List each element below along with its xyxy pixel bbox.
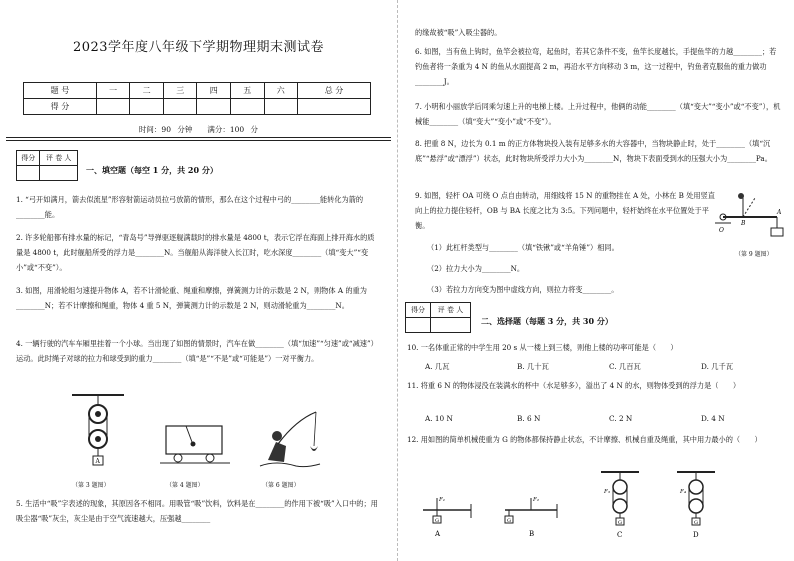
grader-name-label: 评 卷 人 bbox=[40, 151, 78, 166]
grader-score-label: 得分 bbox=[406, 303, 431, 318]
option-c[interactable]: C. 2 N bbox=[609, 414, 633, 423]
grader-box bbox=[16, 150, 78, 181]
figure-caption: （第 9 题图） bbox=[735, 251, 773, 258]
option-label: D bbox=[693, 531, 699, 539]
grader-cell bbox=[40, 166, 78, 181]
lever-label-b: B bbox=[741, 220, 746, 227]
option-b[interactable]: B. 6 N bbox=[517, 414, 541, 423]
question-5: 5. 生活中“吸”字表述的现象，其原因各不相同。用吸管“吸”饮料，饮料是在________的作用下被“吸”入口中的；用吸尘器“吸”灰尘，灰尘是由于空气流速越大，压强越________ bbox=[16, 499, 378, 523]
option-label: C bbox=[617, 531, 623, 539]
question-9-part-3: （3）若拉力方向变为图中虚线方向，则拉力将变________。 bbox=[427, 285, 619, 294]
score-cell bbox=[264, 99, 298, 115]
figure-caption: （第 4 题图） bbox=[166, 482, 204, 489]
score-header-cell: 二 bbox=[130, 83, 164, 99]
weight-label: G bbox=[435, 518, 439, 524]
force-label: F₁ bbox=[439, 497, 446, 503]
weight-label: G bbox=[618, 520, 622, 526]
question-7: 7. 小明和小丽放学后同乘匀速上升的电梯上楼。上升过程中，他俩的动能________（填“变大”“变小”或“不变”），机械能________（填“变大”“变小”或“不变”）。 bbox=[415, 102, 781, 126]
score-header-cell: 五 bbox=[230, 83, 264, 99]
question-5-continued: 的缘故被“吸”入吸尘器的。 bbox=[415, 28, 502, 37]
pulley-figure bbox=[68, 392, 128, 476]
question-12: 12. 用如图的简单机械使重为 G 的物体都保持静止状态，不计摩擦、机械自重及绳重，其中用力最小的（ ） bbox=[407, 435, 762, 444]
question-10: 10. 一名体重正常的中学生用 20 s 从一楼上到三楼，则他上楼的功率可能是（ ） bbox=[407, 343, 678, 352]
option-c[interactable]: C. 几百瓦 bbox=[609, 362, 641, 371]
question-1: 1. “弓开如满月，箭去似流星”形容射箭运动员拉弓放箭的情形，那么在这个过程中弓的________能转化为箭的________能。 bbox=[16, 195, 364, 219]
force-label: F₃ bbox=[604, 489, 611, 495]
grader-box bbox=[405, 302, 471, 333]
option-d[interactable]: D. 4 N bbox=[701, 414, 725, 423]
lever-option-b-figure bbox=[501, 482, 561, 538]
exam-meta: 时间：90 分钟 满分：100 分 bbox=[138, 125, 259, 134]
score-row-label: 得 分 bbox=[24, 99, 97, 115]
grader-cell bbox=[17, 166, 40, 181]
option-label: A bbox=[435, 530, 441, 538]
weight-label: G bbox=[694, 520, 698, 526]
question-10-options bbox=[425, 362, 793, 372]
score-header-cell: 题 号 bbox=[24, 83, 97, 99]
question-8: 8. 把重 8 N，边长为 0.1 m 的正方体物块投入装有足够多水的大容器中，当物块静止时，处于________（填“沉底”“悬浮”或“漂浮”）状态，此时物块所受浮力大小为________N，物块下表面受到水的压强大小为________Pa。 bbox=[415, 139, 772, 163]
lever-option-a-figure bbox=[417, 482, 477, 538]
question-6: 6. 如图，当有鱼上钩时，鱼竿会被拉弯，起鱼时，若其它条件不变，鱼竿长度越长，手提鱼竿的力越________；若钓鱼者将一条重为 4 N 的鱼从水面提高 2 m，再沿水平方向移动 3 m，这一过程中，钓鱼者克服鱼的重力做功________J。 bbox=[415, 47, 777, 86]
option-a[interactable]: A. 10 N bbox=[425, 414, 453, 423]
option-label: B bbox=[529, 530, 535, 538]
figure-caption: （第 6 题图） bbox=[262, 482, 300, 489]
section-heading: 一、填空题（每空 1 分，共 20 分） bbox=[86, 165, 218, 175]
car-figure bbox=[160, 418, 230, 468]
question-4: 4. 一辆行驶的汽车车厢里挂着一个小球。当出现了如图的情景时，汽车在做________（填“加速”“匀速”或“减速”）运动。此时绳子对球的拉力和球受到的重力________（填“是”“不是”或“可能是”）一对平衡力。 bbox=[16, 339, 378, 363]
header-rule bbox=[6, 140, 391, 141]
question-2: 2. 许多轮船都有排水量的标记，“青岛号”导弹驱逐舰满载时的排水量是 4800 t，表示它浮在海面上排开海水的质量是 4800 t，此时舰船所受的浮力是________N。当舰船从海洋驶入长江时，吃水深度________（填“变大”“变小”或“不变”）。 bbox=[16, 233, 375, 272]
question-11-options bbox=[425, 414, 793, 423]
force-label: F₄ bbox=[680, 489, 687, 495]
force-label: F₂ bbox=[533, 497, 540, 503]
option-d[interactable]: D. 几千瓦 bbox=[701, 362, 734, 371]
question-9-part-2: （2）拉力大小为________N。 bbox=[427, 264, 525, 273]
score-header-cell: 四 bbox=[197, 83, 231, 99]
score-cell bbox=[130, 99, 164, 115]
score-cell bbox=[197, 99, 231, 115]
lever-label-o: O bbox=[719, 227, 724, 234]
weight-label: G bbox=[507, 518, 511, 524]
score-cell bbox=[230, 99, 264, 115]
option-a[interactable]: A. 几瓦 bbox=[425, 362, 450, 371]
figure-caption: （第 3 题图） bbox=[72, 482, 110, 489]
fishing-figure bbox=[256, 406, 322, 472]
lever-figure bbox=[715, 190, 789, 250]
weight-label-a: A bbox=[95, 458, 100, 465]
question-9-part-1: （1）此杠杆类型与________（填“铁锹”或“羊角锤”）相同。 bbox=[427, 243, 619, 252]
score-cell bbox=[298, 99, 371, 115]
pulley-option-c-figure bbox=[595, 468, 645, 540]
grader-cell bbox=[406, 318, 431, 333]
lever-label-a: A bbox=[777, 209, 782, 216]
score-header-cell: 六 bbox=[264, 83, 298, 99]
score-header-cell: 总 分 bbox=[298, 83, 371, 99]
exam-title: 2023学年度八年级下学期物理期末测试卷 bbox=[72, 40, 325, 55]
section-heading: 二、选择题（每题 3 分，共 30 分） bbox=[481, 316, 613, 326]
question-3: 3. 如图，用滑轮组匀速提升物体 A，若不计滑轮重、绳重和摩擦，弹簧测力计的示数是 2 N，则物体 A 的重为________N；若不计摩擦和绳重，物体 4 重 5 N，弹簧测力计的示数是 2 N，则动滑轮重为________N。 bbox=[16, 286, 367, 310]
score-header-cell: 一 bbox=[96, 83, 130, 99]
question-11: 11. 将重 6 N 的物体浸没在装满水的杯中（水足够多），溢出了 4 N 的水，则物体受到的浮力是（ ） bbox=[407, 381, 741, 390]
score-cell bbox=[163, 99, 197, 115]
score-cell bbox=[96, 99, 130, 115]
question-9: 9. 如图，轻杆 OA 可绕 O 点自由转动，用细线将 15 N 的重物挂在 A 处，小林在 B 处用竖直向上的拉力提住轻杆，OB 与 BA 长度之比为 3:5。下列问题中，轻杆始终在水平位置处于平衡。 bbox=[415, 191, 715, 230]
grader-name-label: 评 卷 人 bbox=[430, 303, 470, 318]
pulley-option-d-figure bbox=[671, 468, 721, 540]
grader-score-label: 得分 bbox=[17, 151, 40, 166]
score-table bbox=[23, 82, 371, 115]
option-b[interactable]: B. 几十瓦 bbox=[517, 362, 549, 371]
right-page bbox=[397, 0, 794, 561]
grader-cell bbox=[430, 318, 470, 333]
header-rule bbox=[6, 137, 391, 138]
score-header-cell: 三 bbox=[163, 83, 197, 99]
